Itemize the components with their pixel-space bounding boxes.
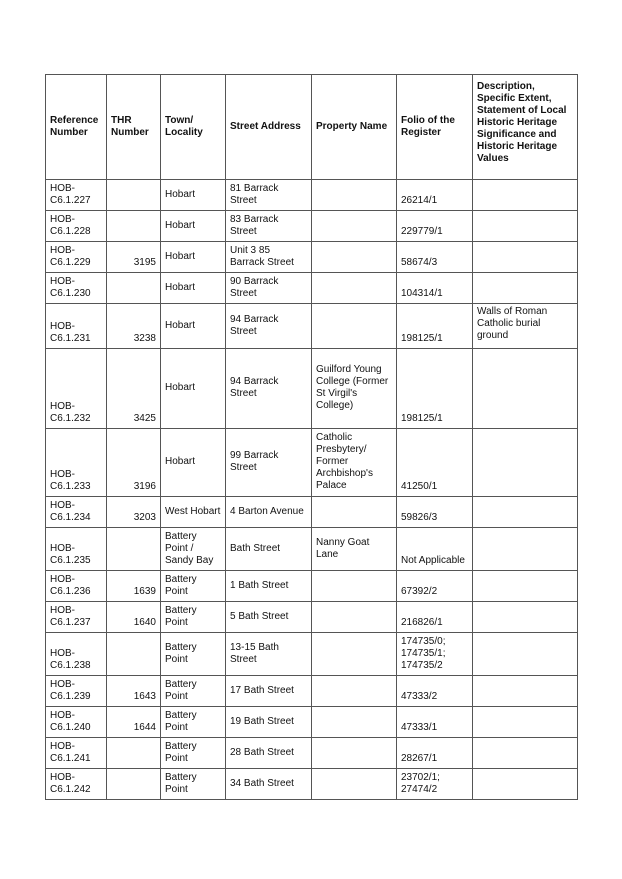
cell-folio: 59826/3 (397, 497, 473, 528)
cell-folio: 174735/0; 174735/1; 174735/2 (397, 633, 473, 676)
cell-town-locality: Hobart (161, 273, 226, 304)
cell-reference-number: HOB-C6.1.238 (46, 633, 107, 676)
table-row (46, 497, 578, 528)
cell-property-name (312, 242, 397, 273)
table-row (46, 349, 578, 429)
cell-property-name (312, 769, 397, 800)
cell-thr-number: 1639 (107, 571, 161, 602)
cell-street-address: 90 Barrack Street (226, 273, 312, 304)
cell-reference-number: HOB-C6.1.233 (46, 429, 107, 497)
cell-reference-number: HOB-C6.1.228 (46, 211, 107, 242)
cell-property-name (312, 497, 397, 528)
cell-thr-number (107, 211, 161, 242)
table-row (46, 273, 578, 304)
cell-description (473, 633, 578, 676)
cell-town-locality: Battery Point (161, 633, 226, 676)
table-body (46, 180, 578, 800)
cell-description: Walls of Roman Catholic burial ground (473, 304, 578, 349)
cell-thr-number: 3196 (107, 429, 161, 497)
cell-street-address: 83 Barrack Street (226, 211, 312, 242)
table-row (46, 180, 578, 211)
cell-folio: 28267/1 (397, 738, 473, 769)
cell-description (473, 429, 578, 497)
header-street-address: Street Address (226, 75, 312, 180)
cell-property-name: Guilford Young College (Former St Virgil's College) (312, 349, 397, 429)
cell-town-locality: Battery Point (161, 707, 226, 738)
header-reference-number: Reference Number (46, 75, 107, 180)
cell-town-locality: Battery Point (161, 676, 226, 707)
table-row (46, 676, 578, 707)
cell-property-name (312, 273, 397, 304)
cell-thr-number: 1643 (107, 676, 161, 707)
cell-town-locality: Hobart (161, 211, 226, 242)
cell-description (473, 211, 578, 242)
heritage-register-table (45, 74, 578, 800)
cell-description (473, 273, 578, 304)
cell-reference-number: HOB-C6.1.242 (46, 769, 107, 800)
cell-reference-number: HOB-C6.1.235 (46, 528, 107, 571)
cell-reference-number: HOB-C6.1.234 (46, 497, 107, 528)
header-row (46, 75, 578, 180)
table-row (46, 707, 578, 738)
cell-description (473, 180, 578, 211)
cell-street-address: Unit 3 85 Barrack Street (226, 242, 312, 273)
cell-reference-number: HOB-C6.1.236 (46, 571, 107, 602)
cell-street-address: 94 Barrack Street (226, 304, 312, 349)
cell-folio: Not Applicable (397, 528, 473, 571)
cell-description (473, 602, 578, 633)
cell-thr-number: 3425 (107, 349, 161, 429)
cell-folio: 41250/1 (397, 429, 473, 497)
cell-street-address: 19 Bath Street (226, 707, 312, 738)
cell-property-name: Nanny Goat Lane (312, 528, 397, 571)
cell-folio: 229779/1 (397, 211, 473, 242)
cell-thr-number (107, 528, 161, 571)
cell-reference-number: HOB-C6.1.239 (46, 676, 107, 707)
cell-folio: 23702/1; 27474/2 (397, 769, 473, 800)
table-row (46, 633, 578, 676)
cell-folio: 47333/2 (397, 676, 473, 707)
cell-description (473, 571, 578, 602)
cell-folio: 104314/1 (397, 273, 473, 304)
cell-folio: 216826/1 (397, 602, 473, 633)
header-folio: Folio of the Register (397, 75, 473, 180)
cell-reference-number: HOB-C6.1.227 (46, 180, 107, 211)
table-row (46, 738, 578, 769)
cell-town-locality: Battery Point (161, 571, 226, 602)
cell-description (473, 528, 578, 571)
cell-street-address: 99 Barrack Street (226, 429, 312, 497)
header-thr-number: THR Number (107, 75, 161, 180)
table-row (46, 769, 578, 800)
header-property-name: Property Name (312, 75, 397, 180)
cell-town-locality: Battery Point / Sandy Bay (161, 528, 226, 571)
cell-thr-number: 1640 (107, 602, 161, 633)
cell-folio: 198125/1 (397, 349, 473, 429)
cell-town-locality: Hobart (161, 304, 226, 349)
cell-reference-number: HOB-C6.1.231 (46, 304, 107, 349)
cell-town-locality: Battery Point (161, 738, 226, 769)
table-row (46, 304, 578, 349)
cell-property-name (312, 211, 397, 242)
cell-property-name (312, 602, 397, 633)
table-row (46, 602, 578, 633)
cell-thr-number: 3238 (107, 304, 161, 349)
cell-town-locality: Hobart (161, 429, 226, 497)
cell-thr-number (107, 273, 161, 304)
cell-folio: 26214/1 (397, 180, 473, 211)
cell-folio: 58674/3 (397, 242, 473, 273)
cell-street-address: 34 Bath Street (226, 769, 312, 800)
table-row (46, 528, 578, 571)
cell-folio: 47333/1 (397, 707, 473, 738)
cell-reference-number: HOB-C6.1.230 (46, 273, 107, 304)
cell-street-address: 94 Barrack Street (226, 349, 312, 429)
cell-town-locality: Battery Point (161, 769, 226, 800)
cell-street-address: 5 Bath Street (226, 602, 312, 633)
header-town-locality: Town/ Locality (161, 75, 226, 180)
cell-description (473, 242, 578, 273)
cell-property-name (312, 738, 397, 769)
table-row (46, 211, 578, 242)
cell-description (473, 497, 578, 528)
cell-property-name (312, 180, 397, 211)
cell-reference-number: HOB-C6.1.241 (46, 738, 107, 769)
cell-street-address: 4 Barton Avenue (226, 497, 312, 528)
cell-thr-number: 3195 (107, 242, 161, 273)
cell-property-name (312, 676, 397, 707)
table-row (46, 242, 578, 273)
cell-reference-number: HOB-C6.1.229 (46, 242, 107, 273)
cell-town-locality: Battery Point (161, 602, 226, 633)
cell-thr-number (107, 180, 161, 211)
cell-street-address: 28 Bath Street (226, 738, 312, 769)
cell-property-name (312, 571, 397, 602)
cell-street-address: 17 Bath Street (226, 676, 312, 707)
cell-property-name: Catholic Presbytery/ Former Archbishop's Palace (312, 429, 397, 497)
cell-thr-number (107, 769, 161, 800)
cell-thr-number (107, 633, 161, 676)
cell-street-address: 81 Barrack Street (226, 180, 312, 211)
cell-town-locality: Hobart (161, 180, 226, 211)
cell-description (473, 738, 578, 769)
cell-street-address: 1 Bath Street (226, 571, 312, 602)
cell-description (473, 349, 578, 429)
cell-thr-number: 1644 (107, 707, 161, 738)
table-row (46, 429, 578, 497)
cell-description (473, 707, 578, 738)
cell-description (473, 769, 578, 800)
cell-property-name (312, 633, 397, 676)
cell-folio: 67392/2 (397, 571, 473, 602)
cell-street-address: 13-15 Bath Street (226, 633, 312, 676)
header-description: Description, Specific Extent, Statement of Local Historic Heritage Significance and Historic Heritage Values (473, 75, 578, 180)
cell-reference-number: HOB-C6.1.232 (46, 349, 107, 429)
cell-reference-number: HOB-C6.1.237 (46, 602, 107, 633)
cell-description (473, 676, 578, 707)
cell-property-name (312, 304, 397, 349)
cell-town-locality: West Hobart (161, 497, 226, 528)
cell-thr-number: 3203 (107, 497, 161, 528)
cell-property-name (312, 707, 397, 738)
cell-folio: 198125/1 (397, 304, 473, 349)
cell-town-locality: Hobart (161, 349, 226, 429)
cell-reference-number: HOB-C6.1.240 (46, 707, 107, 738)
cell-thr-number (107, 738, 161, 769)
cell-town-locality: Hobart (161, 242, 226, 273)
table-row (46, 571, 578, 602)
cell-street-address: Bath Street (226, 528, 312, 571)
